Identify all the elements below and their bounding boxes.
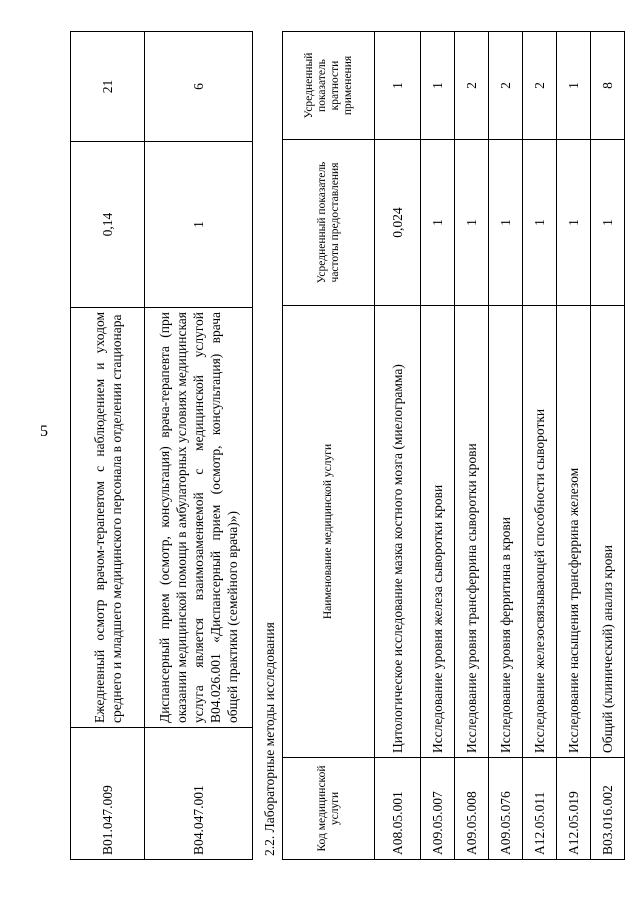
service-name: Исследование уровня трансферрина сыворотки крови	[455, 306, 489, 758]
multiplicity-value: 1	[421, 32, 455, 140]
table-row	[421, 32, 455, 860]
frequency-value: 1	[455, 140, 489, 306]
table-row	[375, 32, 421, 860]
multiplicity-value: 2	[489, 32, 523, 140]
service-name: Общий (клинический) анализ крови	[591, 306, 625, 758]
table-row	[71, 32, 145, 860]
service-code: A09.05.007	[421, 758, 455, 860]
service-name: Ежедневный осмотр врачом-терапевтом с наблюдением и уходом среднего и младшего медицинского персонала в отделении стационара	[71, 308, 145, 728]
table-row	[489, 32, 523, 860]
services-table-continued	[70, 31, 253, 860]
table-row	[523, 32, 557, 860]
service-code: A08.05.001	[375, 758, 421, 860]
header-multiplicity: Усредненный показатель кратности применения	[283, 32, 375, 140]
laboratory-services-table	[282, 31, 625, 860]
page-number: 5	[40, 423, 48, 440]
service-name: Исследование уровня железа сыворотки крови	[421, 306, 455, 758]
multiplicity-value: 2	[523, 32, 557, 140]
service-name: Исследование железосвязывающей способности сыворотки	[523, 306, 557, 758]
header-code: Код медицинской услуги	[283, 758, 375, 860]
multiplicity-value: 6	[145, 32, 253, 142]
frequency-value: 0,14	[71, 142, 145, 308]
frequency-value: 0,024	[375, 140, 421, 306]
table-row	[145, 32, 253, 860]
frequency-value: 1	[489, 140, 523, 306]
service-code: A12.05.019	[557, 758, 591, 860]
frequency-value: 1	[145, 142, 253, 308]
frequency-value: 1	[523, 140, 557, 306]
multiplicity-value: 21	[71, 32, 145, 142]
service-name: Цитологическое исследование мазка костного мозга (миелограмма)	[375, 306, 421, 758]
table-row	[557, 32, 591, 860]
service-name: Исследование насыщения трансферрина железом	[557, 306, 591, 758]
table-row	[455, 32, 489, 860]
service-code: B01.047.009	[71, 728, 145, 860]
service-name: Диспансерный прием (осмотр, консультация) врача-терапевта (при оказании медицинской помощи в амбулаторных условиях медицинская услуга является взаимозаменяемой с медицинской услугой B04.026.001 «Диспансерный прием (осмотр, консультация) врача общей практики (семейного врача)»)	[145, 308, 253, 728]
service-code: A09.05.076	[489, 758, 523, 860]
service-code: B03.016.002	[591, 758, 625, 860]
multiplicity-value: 1	[557, 32, 591, 140]
service-code: A12.05.011	[523, 758, 557, 860]
service-name: Исследование уровня ферритина в крови	[489, 306, 523, 758]
table-row	[591, 32, 625, 860]
header-name: Наименование медицинской услуги	[283, 306, 375, 758]
frequency-value: 1	[591, 140, 625, 306]
service-code: B04.047.001	[145, 728, 253, 860]
service-code: A09.05.008	[455, 758, 489, 860]
section-title: 2.2. Лабораторные методы исследования	[262, 622, 277, 856]
multiplicity-value: 8	[591, 32, 625, 140]
header-frequency: Усредненный показатель частоты предоставления	[283, 140, 375, 306]
frequency-value: 1	[421, 140, 455, 306]
multiplicity-value: 2	[455, 32, 489, 140]
rotated-page-content	[70, 30, 615, 860]
multiplicity-value: 1	[375, 32, 421, 140]
frequency-value: 1	[557, 140, 591, 306]
table-header-row	[283, 32, 375, 860]
